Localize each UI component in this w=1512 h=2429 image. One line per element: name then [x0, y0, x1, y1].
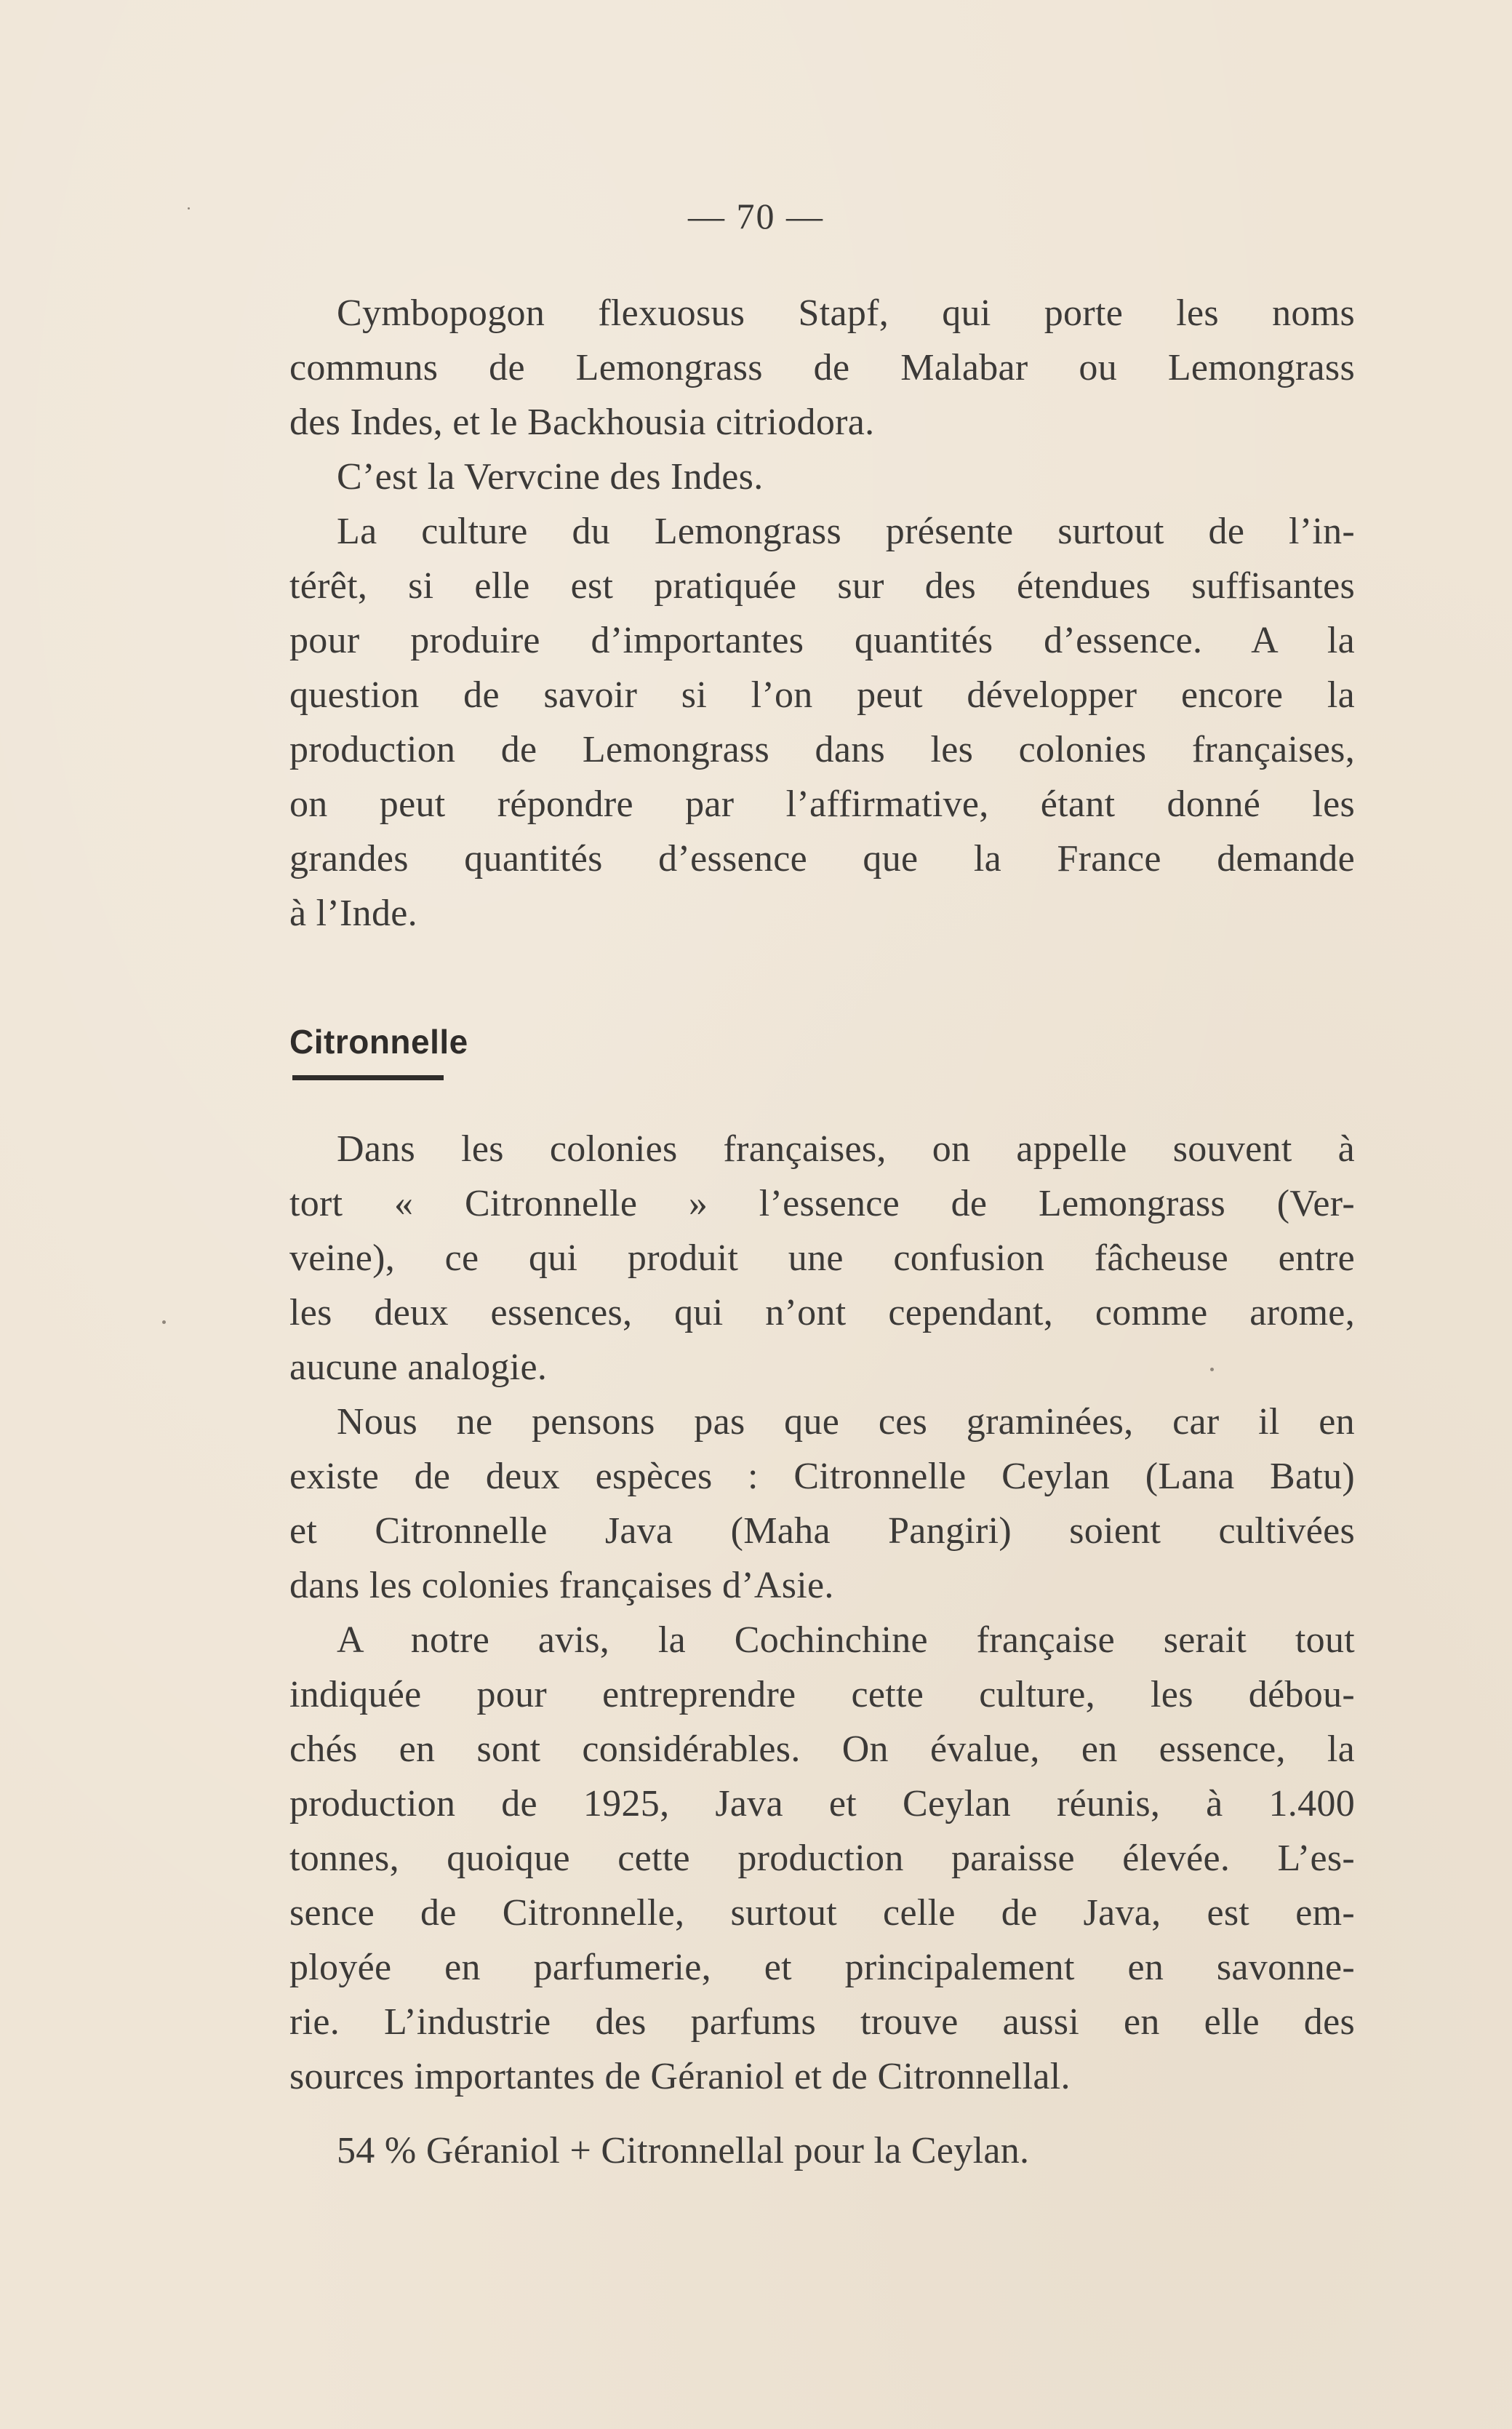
text-line: aucune analogie. — [289, 1347, 548, 1388]
text-line: chés en sont considérables. On évalue, en essence, la — [289, 1728, 1355, 1770]
text-line: veine), ce qui produit une confusion fâcheuse entre — [289, 1237, 1355, 1279]
heading-underline — [292, 1075, 444, 1080]
text-line: dans les colonies françaises d’Asie. — [289, 1565, 834, 1606]
text-line: ployée en parfumerie, et principalement en savonne- — [289, 1947, 1355, 1988]
text-line: sence de Citronnelle, surtout celle de Java, est em- — [289, 1892, 1355, 1934]
text-line: indiquée pour entreprendre cette culture, les débou- — [289, 1674, 1355, 1715]
paragraph-5 — [289, 1395, 1355, 1613]
text-line: communs de Lemongrass de Malabar ou Lemongrass — [289, 347, 1355, 388]
text-line: et Citronnelle Java (Maha Pangiri) soient cultivées — [289, 1510, 1355, 1552]
paper-speck — [1210, 1368, 1214, 1371]
text-line: des Indes, et le Backhousia citriodora. — [289, 402, 875, 443]
text-line: C’est la Vervcine des Indes. — [337, 456, 764, 498]
text-line: existe de deux espèces : Citronnelle Ceylan (Lana Batu) — [289, 1456, 1355, 1497]
paragraph-7 — [289, 2123, 1355, 2178]
text-line: production de 1925, Java et Ceylan réunis, à 1.400 — [289, 1783, 1355, 1824]
text-line: production de Lemongrass dans les colonies françaises, — [289, 729, 1355, 770]
text-line: Cymbopogon flexuosus Stapf, qui porte les noms — [337, 292, 1355, 334]
section-heading: Citronnelle — [289, 1023, 468, 1061]
text-line: Dans les colonies françaises, on appelle souvent à — [337, 1128, 1355, 1170]
text-line: les deux essences, qui n’ont cependant, comme arome, — [289, 1292, 1355, 1333]
paper-speck — [188, 207, 190, 210]
paragraph-6 — [289, 1613, 1355, 2104]
text-line: on peut répondre par l’affirmative, étant donné les — [289, 783, 1355, 825]
text-line: A notre avis, la Cochinchine française serait tout — [337, 1619, 1355, 1661]
paragraph-2 — [289, 450, 1355, 504]
paragraph-3 — [289, 504, 1355, 941]
paper-speck — [162, 1320, 166, 1324]
text-line: à l’Inde. — [289, 893, 417, 934]
text-line: question de savoir si l’on peut développer encore la — [289, 674, 1355, 716]
page-number: — 70 — — [688, 196, 824, 236]
text-line: tonnes, quoique cette production paraisse élevée. L’es- — [289, 1838, 1355, 1879]
paragraph-4 — [289, 1122, 1355, 1395]
text-line: La culture du Lemongrass présente surtout de l’in- — [337, 511, 1355, 552]
text-line: pour produire d’importantes quantités d’essence. A la — [289, 620, 1355, 661]
text-line: térêt, si elle est pratiquée sur des étendues suffisantes — [289, 565, 1355, 607]
text-line: Nous ne pensons pas que ces graminées, car il en — [337, 1401, 1355, 1443]
text-line: 54 % Géraniol + Citronnellal pour la Ceylan. — [337, 2130, 1030, 2171]
paragraph-1 — [289, 286, 1355, 450]
text-line: sources importantes de Géraniol et de Citronnellal. — [289, 2056, 1071, 2097]
text-line: rie. L’industrie des parfums trouve aussi en elle des — [289, 2001, 1355, 2043]
text-line: grandes quantités d’essence que la France demande — [289, 838, 1355, 880]
text-line: tort « Citronnelle » l’essence de Lemongrass (Ver- — [289, 1183, 1355, 1224]
